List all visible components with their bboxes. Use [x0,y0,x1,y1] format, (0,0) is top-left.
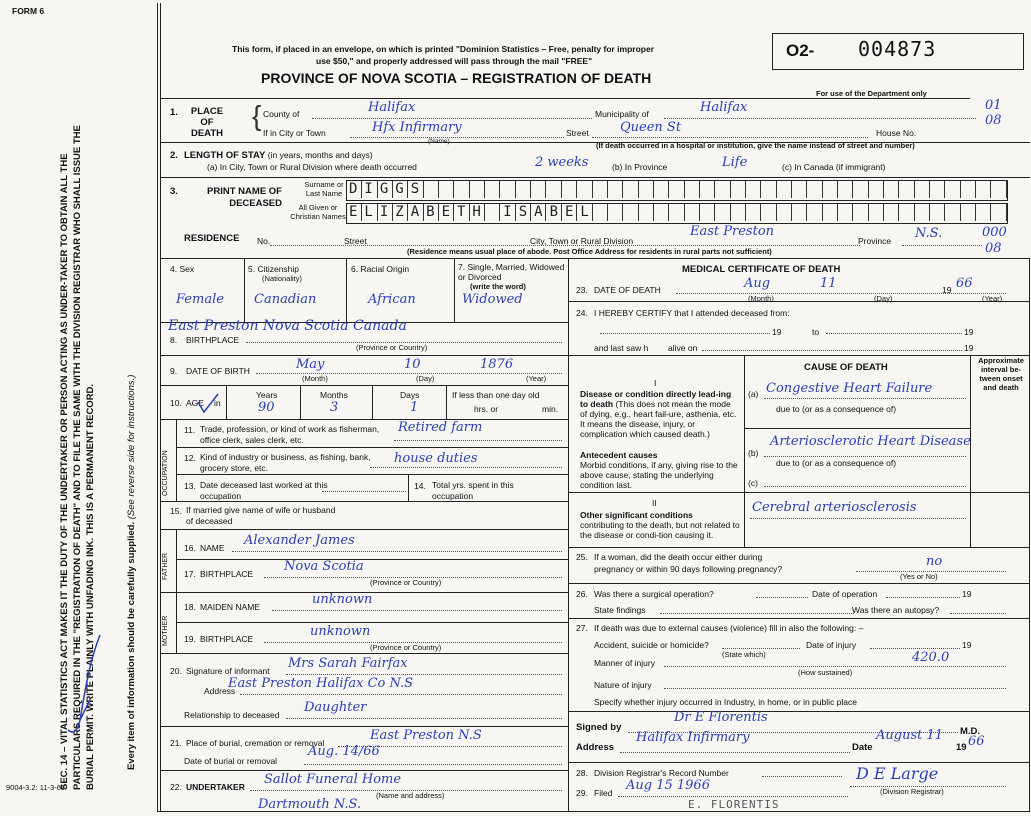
city-label: If in City or Town [263,128,326,138]
injury-year: 19 [962,640,972,650]
q26-number: 26. [576,589,588,599]
q25-number: 25. [576,552,588,562]
q12-label: Kind of industry or business, as fishing, bank, grocery store, etc. [200,452,371,473]
county-label: County of [263,109,300,119]
specify-label: Specify whether injury occurred in Industry, in home, or in public place [594,697,857,707]
sex-value: Female [176,292,224,307]
cause-heading: CAUSE OF DEATH [804,362,888,373]
q10-number: 10. [170,398,182,408]
residence-province-value: N.S. [915,226,943,241]
county-value: Halifax [368,100,416,115]
dept-code-3: 000 [982,225,1007,240]
q24-number: 24. [576,308,588,318]
q3-label: PRINT NAME OF DECEASED [207,186,282,209]
dept-code-1: 01 [985,98,1002,113]
house-label: House No. [876,128,917,138]
cause-a-letter: (a) [748,389,759,399]
q1-number: 1. [170,107,178,118]
racial-origin-label: 6. Racial Origin [351,264,410,274]
mother-side-label: MOTHER [162,615,169,646]
q2-number: 2. [170,150,178,161]
due-to-b: due to (or as a consequence of) [776,458,897,468]
certify-label: I HEREBY CERTIFY that I attended deceased from: [594,308,790,318]
q3-number: 3. [170,186,178,197]
mail-notice-line1: This form, if placed in an envelope, on which is printed "Dominion Statistics – Free, penalty for improper [232,44,655,54]
q13-label: Date deceased last worked at this occupation [200,480,328,501]
dept-use-label: For use of the Department only [816,89,927,98]
marital-value: Widowed [462,292,523,307]
signed-year-value: 66 [968,734,985,749]
birthplace-value: East Preston Nova Scotia Canada [168,318,407,334]
citizenship-label: 5. Citizenship [248,264,300,274]
age-label: AGE [186,398,204,408]
q26-label: Was there a surgical operation? [594,589,714,599]
burial-date-label: Date of burial or removal [184,756,278,766]
city-name-sub: (Name) [428,138,450,145]
under-day-label: If less than one day old [452,390,540,400]
md-label: M.D. [960,726,981,737]
alive-on-label: alive on [668,343,698,353]
q15-number: 15. [170,506,182,516]
surname-label: Surname or Last Name [304,180,344,198]
death-registration-form: FORM 6 SEC. 14 – VITAL STATISTICS ACT MAKES IT THE DUTY OF THE UNDERTAKER OR PERSON ACTING AS UNDER-TAKER TO OBTAIN ALL THE PARTICULARS REQUIRED IN THE "REGISTRATION OF DEATH" AND TO FILE THE SAME WITH THE DIVISION REGISTRAR WHO SHALL ISSUE THE BURIAL PERMIT. WRITE PLAINLY WITH UNFADING INK. THIS IS A PERMANENT RECORD. Every item of information should be carefully supplied. (See reverse side for instructions.) 9004-3.2: 11-3-65 This form, if placed in an envelope, on which is printed "Dominion Statistics – Free, penalty for improper use $50," and properly addressed will pass through the mail "FREE" PROVINCE OF NOVA SCOTIA – REGISTRATION OF DEATH O2- 004873 For use of the Department only 01 08 000 08 1. PLACE OF DEATH { County of Halifax Municipality of Halifax If in City or Town (Name) Hfx Infirmary Street Queen St House No. 2. LENGTH OF STAY (in years, months and days) (If death occurred in a hospital or institution, give the name instead of street and number) (a) In City, Town or Rural Division where death occurred 2 weeks (b) In Province Life (c) In Canada (if immigrant) 3. PRINT NAME OF DECEASED Surname or Last Name All Given or Christian Names DIGGS ELIZABETH ISABEL RESIDENCE No. Street City, Town or Rural Division East Preston Province N.S. (Residence means usual place of abode. Post Office Address for residents in rural parts not sufficient) 4. Sex Female 5. Citizenship (Nationality) Canadian 6. Racial Origin African 7. Single, Married, Widowed or Divorced (write the word) Widowed East Preston Nova Scotia Canada 8. BIRTHPLACE (Province or Country) 9. DATE OF BIRTH May 10 1876 (Month) (Day) (Year) 10. AGE in Years Months Days 90 3 1 If less than one day old hrs. or min. OCCUPATION 11. Trade, profession, or kind of work as fisherman, office clerk, sales clerk, etc. Retired farm 12. Kind of industry or business, as fishing, bank, grocery store, etc. house duties 13. Date deceased last worked at this occupation 14. Total yrs. spent in this occupation 15. If married give name of wife or husband of deceased FATHER 16. NAME Alexander James 17. BIRTHPLACE Nova Scotia (Province or Country) MOTHER 18. MAIDEN NAME unknown 19. BIRTHPLACE unknown (Province or Country) 20. Signature of informant Mrs Sarah Fairfax Address East Preston Halifax Co N.S Relationship to deceased Daughter 21. Place of burial, cremation or removal East Preston N.S Date of burial or removal Aug. 14/66 22. UNDERTAKER Sallot Funeral Home (Name and address) Dartmouth N.S. MEDICAL CERTIFICATE OF DEATH 23. DATE OF DEATH Aug 11 19 66 (Month) (Day) (Year) 24. I HEREBY CERTIFY that I attended deceased from: 19 to 19 and last saw h alive on 19 CAUSE OF DEATH Approximate interval be-tween onset and death I Disease or condition directly lead-ing to death (This does not mean the mode of dying, e.g., heart fail-ure, asthenia, etc. It means the disease, injury, or complication which caused death.) (a) Congestive Heart Failure due to (or as a consequence of) Antecedent causes Morbid conditions, if any, giving rise to the above cause, stating the underlying condition last. (b) Arteriosclerotic Heart Disease due to (or as a consequence of) (c) II Other significant conditions contributing to the death, but not related to the disease or condi-tion causing it. Cerebral arteriosclerosis 25. If a woman, did the death occur either during pregnancy or within 90 days following pregnancy? no (Yes or No) 26. Was there a surgical operation? Date of operation 19 State findings Was there an autopsy? 27. If death was due to external causes (violence) fill in also the following: – Accident, suicide or homicide? (State which) Date of injury 19 Manner of injury 420.0 (How sustained) Nature of injury Specify whether injury occurred in Industry, in home, or in public place Signed by Dr E Florentis M.D. Address Halifax Infirmary Date August 11 19 66 28. Division Registrar's Record Number 29. Filed Aug 15 1966 D E Large (Division Registrar) E. FLORENTIS [0,0,1031,816]
antecedent-text: Morbid conditions, if any, giving rise to the above cause, stating the underlying condition last. [580,460,738,490]
cause-b-letter: (b) [748,448,759,458]
marital-label: 7. Single, Married, Widowed or Divorced [458,262,565,282]
given-name-label: All Given or Christian Names [290,203,346,221]
part-ii-label: II [652,498,657,508]
record-number-label: Division Registrar's Record Number [594,768,729,778]
father-side-label: FATHER [162,552,169,580]
signed-by-value: Dr E Florentis [674,710,768,725]
residence-street-label: Street [344,236,367,246]
citizenship-sub: (Nationality) [262,274,303,283]
mother-birthplace-sub: (Province or Country) [370,643,442,652]
antecedent-label: Antecedent causes [580,450,658,460]
q22-number: 22. [170,782,182,792]
form-title: PROVINCE OF NOVA SCOTIA – REGISTRATION OF DEATH [261,70,652,86]
street-value: Queen St [620,120,682,135]
q25-text-1: If a woman, did the death occur either during [594,552,763,562]
mail-notice-line2: use $50," and properly addressed will pass through the mail "FREE" [316,56,593,66]
state-which-sub: (State which) [722,650,766,659]
q9-number: 9. [170,366,178,376]
form-print-code: 9004-3.2: 11-3-65 [6,783,66,792]
father-birthplace-value: Nova Scotia [284,559,364,574]
dob-month-sub: (Month) [302,374,328,383]
other-conditions-label: Other significant conditions [580,510,693,520]
q27-label: If death was due to external causes (violence) fill in also the following: – [594,623,864,633]
how-sustained-sub: (How sustained) [798,668,853,677]
approx-interval-header: Approximate interval be-tween onset and death [978,356,1024,392]
birthplace-sub: (Province or Country) [356,343,428,352]
q21-number: 21. [170,738,182,748]
date-operation-label: Date of operation [812,589,878,599]
age-years-label: Years [256,390,278,400]
signed-date-label: Date [852,742,873,753]
attend-to-label: to [812,327,820,337]
mother-maiden-value: unknown [312,592,373,607]
dob-label: DATE OF BIRTH [186,366,250,376]
registrar-signature: D E Large [856,764,939,783]
dept-code-4: 08 [985,241,1002,256]
q25-sub: (Yes or No) [900,572,938,581]
municipality-label: Municipality of [595,109,649,119]
informant-signature-label: Signature of informant [186,666,270,676]
residence-province-label: Province [858,236,892,246]
q1-label: PLACE OF DEATH [190,106,224,139]
age-days-value: 1 [410,400,419,415]
dod-year-prefix: 19 [942,285,952,295]
manner-value: 420.0 [912,650,950,665]
attend-to-year: 19 [964,327,974,337]
mother-maiden-label: MAIDEN NAME [200,602,260,612]
hrs-label: hrs. or [474,404,499,414]
dept-code-2: 08 [985,113,1002,128]
margin-pen-mark [60,630,120,740]
occupation-side-label: OCCUPATION [162,450,169,496]
father-birthplace-label: BIRTHPLACE [200,569,254,579]
undertaker-sub: (Name and address) [376,791,445,800]
undertaker-address-value: Dartmouth N.S. [258,797,362,812]
q15-label: If married give name of wife or husband of deceased [186,505,336,526]
age-months-label: Months [320,390,348,400]
q11-value: Retired farm [398,420,483,435]
date-injury-label: Date of injury [806,640,857,650]
q28-number: 28. [576,768,588,778]
other-conditions-text: contributing to the death, but not related to the disease or condi-tion causing it. [580,520,740,540]
informant-signature-value: Mrs Sarah Fairfax [288,656,408,671]
registrar-sub: (Division Registrar) [880,787,944,796]
age-years-value: 90 [258,400,275,415]
q2a-label: (a) In City, Town or Rural Division where death occurred [207,162,417,172]
informant-address-value: East Preston Halifax Co N.S [228,676,414,691]
manner-label: Manner of injury [594,658,655,668]
burial-date-value: Aug. 14/66 [308,744,380,759]
sex-label: 4. Sex [170,264,195,274]
given-name-value: ELIZABETH ISABEL [349,204,596,220]
attend-from-year: 19 [772,327,782,337]
physician-stamp: E. FLORENTIS [688,798,780,811]
disease-label: Disease or condition directly lead-ing to death (This does not mean the mode of dying, e.g., heart fail-ure, asthenia, etc. It means the disease, injury, or complication which caused death.) [580,389,737,439]
cause-b-value: Arteriosclerotic Heart Disease [770,434,971,449]
residence-city-value: East Preston [690,224,775,239]
last-saw-label: and last saw h [594,343,649,353]
signed-by-label: Signed by [576,722,622,733]
q25-value: no [926,554,943,569]
q18-number: 18. [184,602,196,612]
reg-prefix: O2- [786,41,815,60]
father-name-value: Alexander James [244,533,355,548]
institution-value: Hfx Infirmary [372,120,462,135]
relationship-value: Daughter [304,700,367,715]
dod-month-sub: (Month) [748,294,774,303]
residence-label: RESIDENCE [184,233,240,244]
q11-number: 11. [184,425,196,435]
dob-year-value: 1876 [480,357,514,372]
marital-sub: (write the word) [470,282,526,291]
dob-month-value: May [296,357,325,372]
burial-place-label: Place of burial, cremation or removal [186,738,325,748]
sidebar-statute-text: SEC. 14 – VITAL STATISTICS ACT MAKES IT THE DUTY OF THE UNDERTAKER OR PERSON ACTING AS UNDER-TAKER TO OBTAIN ALL THE PARTICULARS REQUIRED IN THE "REGISTRATION OF DEATH" AND TO FILE THE SAME WITH THE DIVISION REGISTRAR WHO SHALL ISSUE THE BURIAL PERMIT. WRITE PLAINLY WITH UNFADING INK. THIS IS A PERMANENT RECORD. [59,125,96,790]
q2c-label: (c) In Canada (if immigrant) [782,162,886,172]
father-name-label: NAME [200,543,225,553]
cause-a-value: Congestive Heart Failure [766,381,933,396]
state-findings-label: State findings [594,605,646,615]
street-label: Street [566,128,589,138]
mother-birthplace-value: unknown [310,624,371,639]
q13-number: 13. [184,481,196,491]
cause-c-letter: (c) [748,478,758,488]
father-birthplace-sub: (Province or Country) [370,578,442,587]
q2-note: (If death occurred in a hospital or institution, give the name instead of street and number) [596,141,915,150]
surname-value: DIGGS [349,181,427,197]
q2a-value: 2 weeks [535,155,589,170]
age-days-label: Days [400,390,420,400]
q29-number: 29. [576,788,588,798]
dod-day-sub: (Day) [874,294,893,303]
undertaker-value: Sallot Funeral Home [264,772,402,787]
q12-number: 12. [184,453,196,463]
undertaker-label: UNDERTAKER [186,782,245,792]
birthplace-label: BIRTHPLACE [186,335,240,345]
mother-birthplace-label: BIRTHPLACE [200,634,254,644]
burial-place-value: East Preston N.S [370,728,482,743]
form-number: FORM 6 [12,6,45,16]
q2-label: LENGTH OF STAY (in years, months and days) [184,150,373,161]
filed-value: Aug 15 1966 [626,778,710,793]
q25-text-2: pregnancy or within 90 days following pregnancy? [594,564,783,574]
part-i-label: I [654,378,657,388]
due-to-a: due to (or as a consequence of) [776,404,897,414]
q20-number: 20. [170,666,182,676]
signed-date-value: August 11 [876,728,944,743]
dod-month-value: Aug [744,276,771,291]
dod-year-value: 66 [956,276,973,291]
residence-no-label: No. [257,236,271,246]
q14-label: Total yrs. spent in this occupation [432,480,514,501]
min-label: min. [542,404,559,414]
physician-address-label: Address [576,742,615,753]
q19-number: 19. [184,634,196,644]
other-conditions-value: Cerebral arteriosclerosis [752,500,917,515]
q2b-label: (b) In Province [612,162,668,172]
q17-number: 17. [184,569,196,579]
dob-day-sub: (Day) [416,374,435,383]
signed-year-prefix: 19 [956,742,967,753]
medical-heading: MEDICAL CERTIFICATE OF DEATH [682,264,841,275]
sidebar-note: Every item of information should be carefully supplied. (See reverse side for instructions.) [126,374,137,770]
informant-address-label: Address [204,686,236,696]
physician-address-value: Halifax Infirmary [636,730,750,745]
tick-mark [196,392,220,416]
citizenship-value: Canadian [254,292,317,307]
q27-number: 27. [576,623,588,633]
operation-year: 19 [962,589,972,599]
autopsy-label: Was there an autopsy? [852,605,940,615]
municipality-value: Halifax [700,100,748,115]
age-in-label: in [214,398,221,408]
q8-number: 8. [170,335,178,345]
surname-box [346,180,1008,201]
racial-origin-value: African [368,292,416,307]
reg-number: 004873 [858,37,937,61]
dod-year-sub: (Year) [982,294,1003,303]
nature-label: Nature of injury [594,680,652,690]
q23-number: 23. [576,285,588,295]
q2b-value: Life [722,155,748,170]
age-months-value: 3 [330,400,339,415]
dod-day-value: 11 [820,276,837,291]
dob-day-value: 10 [404,357,421,372]
q14-number: 14. [414,481,426,491]
filed-label: Filed [594,788,613,798]
q16-number: 16. [184,543,196,553]
dob-year-sub: (Year) [526,374,547,383]
dod-label: DATE OF DEATH [594,285,661,295]
relationship-label: Relationship to deceased [184,710,280,720]
residence-city-label: City, Town or Rural Division [530,236,634,246]
residence-note: (Residence means usual place of abode. Post Office Address for residents in rural parts not sufficient) [407,247,772,256]
alive-on-year: 19 [964,343,974,353]
accident-label: Accident, suicide or homicide? [594,640,709,650]
q11-label: Trade, profession, or kind of work as fisherman, office clerk, sales clerk, etc. [200,424,380,445]
q12-value: house duties [394,451,478,466]
